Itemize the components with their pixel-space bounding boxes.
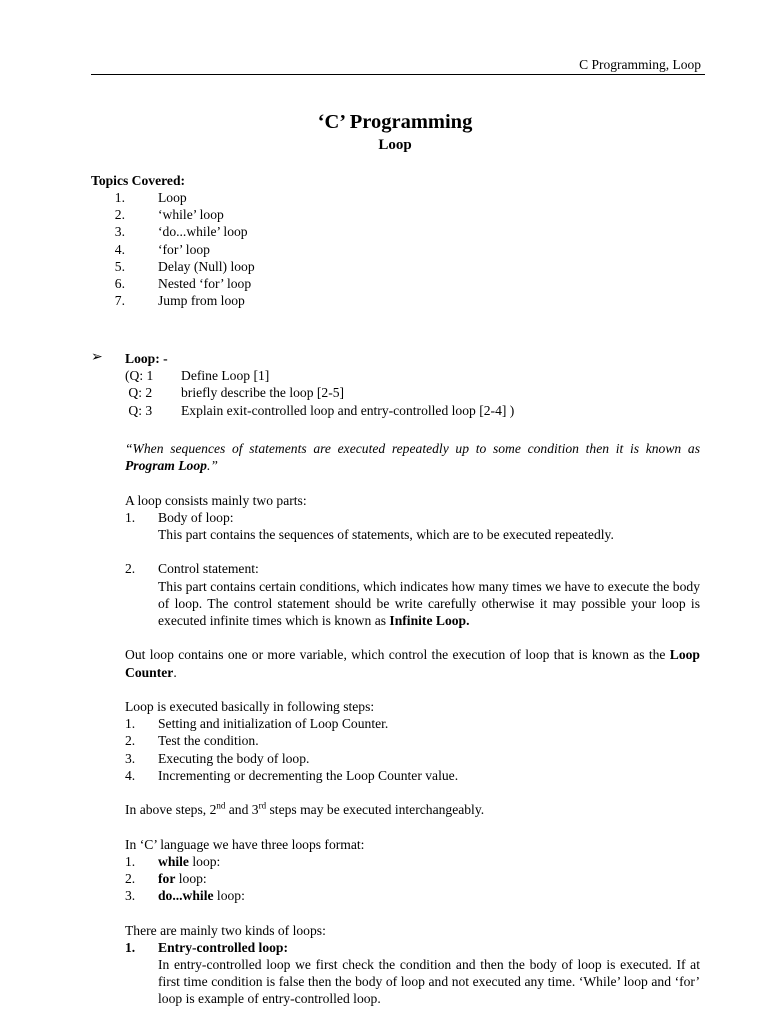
list-item: 2. Control statement: — [125, 561, 259, 577]
interchange-note: In above steps, 2nd and 3rd steps may be executed interchangeably. — [125, 800, 485, 818]
list-item: 2. Test the condition. — [125, 733, 259, 749]
part-description: This part contains the sequences of statements, which are to be executed repeatedly. — [158, 526, 614, 542]
topic-item — [91, 206, 255, 223]
topic-text: Jump from loop — [158, 293, 245, 309]
list-item: 3. Executing the body of loop. — [125, 750, 310, 766]
question-label: Q: 3 — [125, 402, 153, 418]
topic-number: 4. — [114, 241, 125, 257]
topic-item — [91, 275, 255, 292]
list-item: 1. Setting and initialization of Loop Counter. — [125, 716, 389, 732]
formats-intro: In ‘C’ language we have three loops format: — [125, 836, 365, 852]
topic-number: 6. — [114, 275, 125, 291]
topic-text: Delay (Null) loop — [158, 258, 255, 274]
list-item: 2. for loop: — [125, 870, 207, 886]
question-row — [125, 367, 700, 384]
topic-item — [91, 292, 255, 309]
topic-number: 5. — [114, 258, 125, 274]
topic-text: Loop — [158, 190, 187, 205]
list-item: 4. Incrementing or decrementing the Loop Counter value. — [125, 767, 459, 783]
page-title: ‘C’ Programming — [317, 111, 473, 133]
topic-number: 3. — [114, 224, 125, 240]
topic-text: ‘do...while’ loop — [158, 224, 248, 240]
running-header: C Programming, Loop — [579, 57, 701, 72]
topic-item — [91, 223, 255, 240]
topic-item — [91, 189, 255, 206]
section-heading: Loop: - — [125, 351, 168, 366]
list-item: 1. while loop: — [125, 853, 221, 869]
question-row — [125, 384, 700, 401]
kinds-intro: There are mainly two kinds of loops: — [125, 922, 326, 938]
question-label: Q: 2 — [125, 385, 153, 401]
topic-text: ‘for’ loop — [158, 241, 210, 257]
arrow-bullet-icon: ➢ — [91, 350, 103, 365]
topic-number: 1. — [114, 190, 125, 205]
question-text: Define Loop [1] — [181, 368, 270, 384]
topics-heading: Topics Covered: — [91, 173, 186, 188]
definition-quote: “When sequences of statements are executed repeatedly up to some condition then it is known as Program Loop.” — [125, 440, 700, 474]
list-item: 1. Body of loop: — [125, 509, 234, 525]
topic-item — [91, 258, 255, 275]
part-description: This part contains certain conditions, which indicates how many times we have to execute the body of loop. The control statement should be write carefully otherwise it may possible your loop is executed infinite times which is known as Infinite Loop. — [158, 578, 700, 628]
list-item: 1. Entry-controlled loop: — [125, 939, 289, 955]
topic-number: 2. — [114, 207, 125, 223]
question-text: briefly describe the loop [2-5] — [181, 385, 345, 401]
topics-list — [91, 189, 255, 309]
loop-counter-paragraph: Out loop contains one or more variable, which control the execution of loop that is known as the Loop Counter. — [125, 647, 700, 680]
loop-section — [125, 350, 700, 1008]
question-row — [125, 402, 700, 419]
question-text: Explain exit-controlled loop and entry-controlled loop [2-4] ) — [181, 402, 515, 418]
header-rule — [91, 74, 705, 75]
page-subtitle: Loop — [378, 137, 412, 153]
parts-intro: A loop consists mainly two parts: — [125, 492, 307, 508]
kind-description: In entry-controlled loop we first check the condition and then the body of loop is executed. If at first time condition is false then the body of loop and not executed any time. ‘While’ loop and ‘for’ loop is example of entry-controlled loop. — [158, 956, 700, 1007]
topic-item — [91, 241, 255, 258]
question-label: (Q: 1 — [125, 368, 154, 384]
list-item: 3. do...while loop: — [125, 888, 245, 904]
topic-number: 7. — [114, 293, 125, 309]
topic-text: ‘while’ loop — [158, 207, 224, 223]
topic-text: Nested ‘for’ loop — [158, 275, 252, 291]
steps-intro: Loop is executed basically in following steps: — [125, 698, 375, 714]
